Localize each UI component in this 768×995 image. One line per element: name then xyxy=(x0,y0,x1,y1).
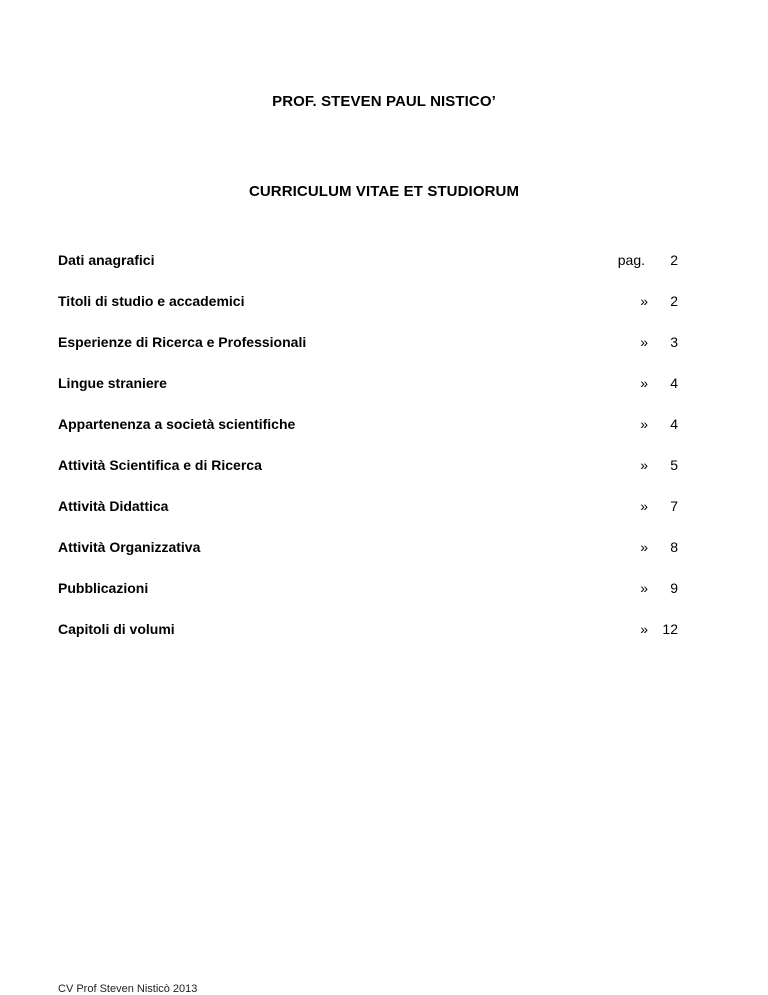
toc-entry-attivita-organizzativa xyxy=(58,539,698,580)
toc-entry-page-number: 4 xyxy=(670,375,678,391)
toc-entry-page-number: 5 xyxy=(670,457,678,473)
toc-entry-attivita-didattica xyxy=(58,498,698,539)
toc-entry-page-number: 3 xyxy=(670,334,678,350)
toc-entry-label: Dati anagrafici xyxy=(58,252,155,268)
toc-entry-label: Capitoli di volumi xyxy=(58,621,175,637)
toc-entry-label: Attività Scientifica e di Ricerca xyxy=(58,457,262,473)
toc-entry-lingue-straniere xyxy=(58,375,698,416)
page-footer: CV Prof Steven Nisticò 2013 xyxy=(58,983,198,995)
toc-entry-marker: pag. xyxy=(617,252,645,268)
toc-entry-marker: » xyxy=(640,457,648,473)
toc-entry-page-number: 7 xyxy=(670,498,678,514)
toc-entry-page-number: 9 xyxy=(670,580,678,596)
toc-entry-page-number: 4 xyxy=(670,416,678,432)
author-name: PROF. STEVEN PAUL NISTICO’ xyxy=(272,93,496,110)
toc-entry-label: Attività Didattica xyxy=(58,498,169,514)
toc-entry-attivita-scientifica xyxy=(58,457,698,498)
toc-entry-marker: » xyxy=(640,375,648,391)
toc-entry-dati-anagrafici xyxy=(58,252,698,293)
toc-entry-label: Lingue straniere xyxy=(58,375,167,391)
toc-entry-label: Pubblicazioni xyxy=(58,580,149,596)
document-title: CURRICULUM VITAE ET STUDIORUM xyxy=(248,183,520,200)
toc-entry-label: Appartenenza a società scientifiche xyxy=(58,416,296,432)
toc-entry-marker: » xyxy=(640,539,648,555)
toc-entry-marker: » xyxy=(640,293,648,309)
toc-entry-label: Titoli di studio e accademici xyxy=(58,293,245,309)
toc-entry-page-number: 2 xyxy=(670,293,678,309)
toc-entry-titoli-di-studio xyxy=(58,293,698,334)
toc-entry-page-number: 8 xyxy=(670,539,678,555)
toc-entry-label: Esperienze di Ricerca e Professionali xyxy=(58,334,307,350)
table-of-contents xyxy=(58,252,698,662)
toc-entry-page-number: 2 xyxy=(670,252,678,268)
toc-entry-capitoli-di-volumi xyxy=(58,621,698,662)
toc-entry-label: Attività Organizzativa xyxy=(58,539,201,555)
toc-entry-marker: » xyxy=(640,621,648,637)
toc-entry-societa-scientifiche xyxy=(58,416,698,457)
toc-entry-esperienze xyxy=(58,334,698,375)
toc-entry-marker: » xyxy=(640,580,648,596)
toc-entry-marker: » xyxy=(640,416,648,432)
toc-entry-page-number: 12 xyxy=(662,621,678,637)
toc-entry-pubblicazioni xyxy=(58,580,698,621)
toc-entry-marker: » xyxy=(640,334,648,350)
toc-entry-marker: » xyxy=(640,498,648,514)
